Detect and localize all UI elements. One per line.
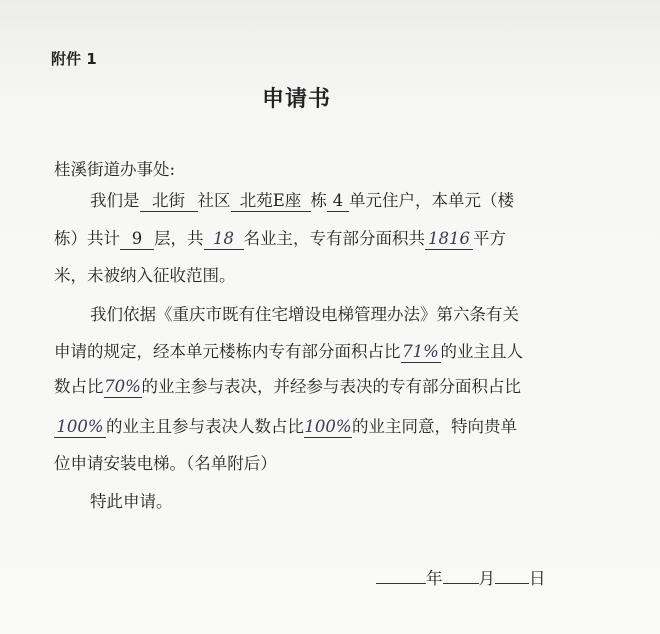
area-field: 1816	[425, 229, 473, 250]
text: 数占比	[54, 377, 104, 396]
text: 我们是	[90, 191, 140, 210]
text: 的业主参与表决，并经参与表决的专有部分面积占比	[141, 377, 521, 396]
text: 单元住户，本单元（楼	[349, 191, 514, 210]
year-label: 年	[426, 569, 443, 588]
building-field: 北苑E座	[231, 191, 311, 212]
text: 的业主同意，特向贵单	[352, 417, 517, 436]
para2-line4	[54, 417, 517, 438]
vote-area-percent-field: 100%	[54, 417, 106, 438]
text: 的业主且参与表决人数占比	[106, 417, 304, 436]
street-field: 北街	[140, 191, 198, 212]
para2-line2	[54, 342, 523, 363]
month-label: 月	[478, 569, 495, 588]
text: 栋）共计	[54, 229, 120, 248]
text: 名业主，专有部分面积共	[243, 229, 425, 248]
unit-field: 4	[327, 191, 349, 212]
owners-field: 18	[204, 229, 244, 250]
para1-line3: 米，未被纳入征收范围。	[54, 266, 236, 285]
text: 社区	[197, 191, 231, 210]
date-line	[376, 565, 546, 589]
text: 申请的规定，经本单元楼栋内专有部分面积占比	[54, 342, 401, 361]
year-blank	[376, 569, 426, 584]
text: 层，共	[154, 229, 204, 248]
para1-line2	[54, 229, 506, 250]
month-blank	[443, 569, 479, 584]
area-percent-field: 71%	[402, 342, 439, 361]
vote-people-percent-field: 100%	[304, 417, 352, 436]
addressee: 桂溪街道办事处:	[54, 160, 176, 179]
para2-line3	[54, 377, 521, 398]
people-percent-field: 70%	[104, 377, 141, 396]
para2-line5: 位申请安装电梯。（名单附后）	[54, 454, 277, 473]
text: 平方	[473, 229, 506, 248]
attachment-label: 附件 1	[51, 50, 97, 68]
text: 的业主且人	[440, 342, 523, 361]
text: 栋	[310, 191, 327, 210]
para2-line1: 我们依据《重庆市既有住宅增设电梯管理办法》第六条有关	[90, 305, 519, 324]
para1-line1	[90, 191, 514, 212]
day-label: 日	[529, 569, 546, 588]
floors-field: 9	[120, 229, 154, 250]
day-blank	[495, 569, 529, 584]
closing: 特此申请。	[90, 492, 173, 511]
document-title: 申请书	[262, 87, 332, 112]
